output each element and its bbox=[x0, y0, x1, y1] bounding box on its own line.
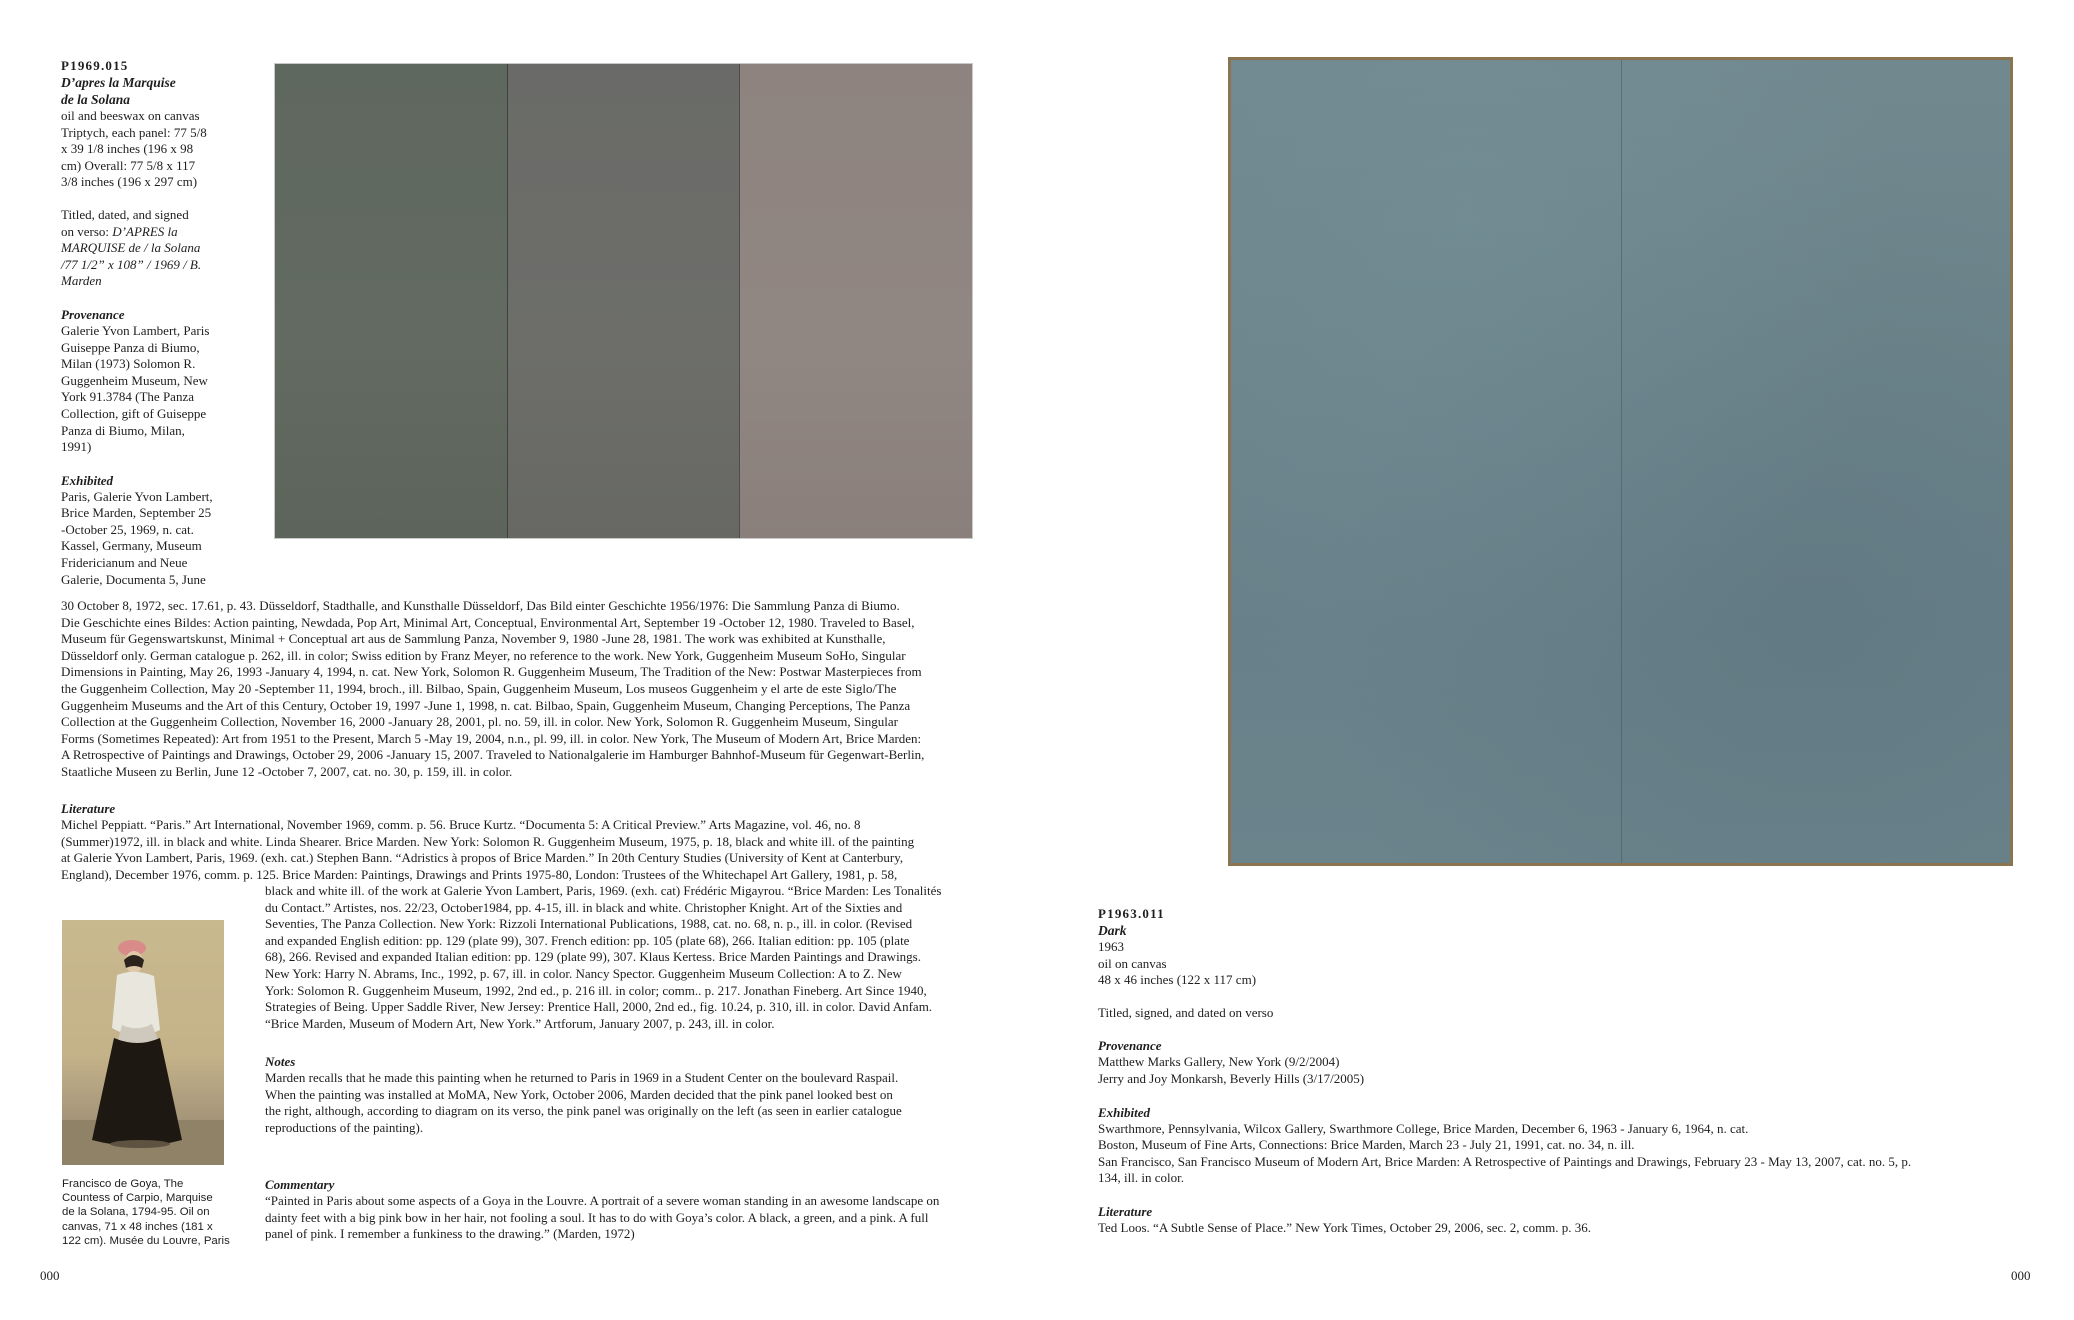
left-page-number: 000 bbox=[40, 1268, 60, 1283]
right-page-number: 000 bbox=[2011, 1268, 2031, 1283]
exhibited-continuation bbox=[61, 598, 981, 781]
exhibited-cont-line: Museum für Gegenswartskunst, Minimal + Conceptual art aus de Sammlung Panza, November 9, 1980 -June 28, 1981. The work was exhibited at Kunsthalle, bbox=[61, 631, 886, 647]
triptych-painting-image bbox=[275, 64, 972, 538]
provenance-line: Guiseppe Panza di Biumo, bbox=[61, 339, 200, 355]
medium-line: x 39 1/8 inches (196 x 98 bbox=[61, 141, 194, 157]
exhibited-cont-line: the Guggenheim Collection, May 20 -September 11, 1994, broch., ill. Bilbao, Spain, Guggenheim Museum, Los museos Guggenheim y el arte de este Siglo/The bbox=[61, 680, 897, 696]
medium-line: cm) Overall: 77 5/8 x 117 bbox=[61, 157, 196, 173]
medium-line: 3/8 inches (196 x 297 cm) bbox=[61, 174, 198, 190]
medium-line: Triptych, each panel: 77 5/8 bbox=[61, 124, 207, 140]
exhibited-line: Swarthmore, Pennsylvania, Wilcox Gallery, Swarthmore College, Brice Marden, December 6, 1963 - January 6, 1964, n. cat. bbox=[1098, 1120, 1749, 1136]
literature-cont-line: 68), 266. Revised and expanded Italian edition: pp. 129 (plate 99), 307. Klaus Kertess. Brice Marden Paintings and Drawings. bbox=[265, 949, 921, 965]
catalog-number: P1969.015 bbox=[61, 58, 129, 73]
literature-cont-line: and expanded English edition: pp. 129 (plate 99), 307. French edition: pp. 105 (plate 68), 266. Italian edition: pp. 105 (plate bbox=[265, 932, 910, 948]
artwork-dimensions: 48 x 46 inches (122 x 117 cm) bbox=[1098, 972, 1257, 988]
literature-line: England), December 1976, comm. p. 125. Brice Marden: Paintings, Drawings and Prints 1975-80, London: Trustees of the Whitechapel Art Gallery, 1981, p. 58, bbox=[61, 866, 898, 882]
exhibited-line: Fridericianum and Neue bbox=[61, 555, 188, 571]
exhibited-cont-line: Collection at the Guggenheim Collection, November 16, 2000 -January 28, 2001, pl. no. 59, ill. in color. New York, Solomon R. Guggenheim Museum, Singular bbox=[61, 714, 898, 730]
literature-heading: Literature bbox=[1098, 1203, 1153, 1219]
provenance-heading: Provenance bbox=[61, 306, 125, 322]
painting-canvas bbox=[1231, 60, 2010, 863]
notes-heading: Notes bbox=[265, 1054, 296, 1069]
inscription-line: Titled, dated, and signed bbox=[61, 206, 189, 222]
exhibited-line: Kassel, Germany, Museum bbox=[61, 538, 202, 554]
inscription: Titled, signed, and dated on verso bbox=[1098, 1004, 1274, 1020]
provenance-line: Guggenheim Museum, New bbox=[61, 372, 208, 388]
artwork-title-line-2: de la Solana bbox=[61, 92, 131, 107]
caption-line: de la Solana, 1794-95. Oil on bbox=[62, 1206, 210, 1219]
exhibited-cont-line: Die Geschichte eines Bildes: Action painting, Newdada, Pop Art, Minimal Art, Conceptual, Environmental Art, September 19 -October 12, 1980. Traveled to Basel, bbox=[61, 614, 915, 630]
artwork-title-line-1: D’apres la Marquise bbox=[61, 75, 176, 90]
literature-cont-line: Strategies of Being. Upper Saddle River, New Jersey: Prentice Hall, 2000, 2nd ed., fig. 10.24, p. 310, ill. in color. David Anfam. bbox=[265, 999, 933, 1015]
inscription-italic-line: /77 1/2” x 108” / 1969 / B. bbox=[61, 256, 202, 272]
inscription-italic-line: Marden bbox=[61, 273, 102, 289]
notes-line: the right, although, according to diagram on its verso, the pink panel was originally on the left (as seen in earlier catalogue bbox=[265, 1103, 902, 1119]
medium-line: oil and beeswax on canvas bbox=[61, 108, 200, 123]
literature-cont-line: New York: Harry N. Abrams, Inc., 1992, p. 67, ill. in color. Nancy Spector. Guggenheim Museum Collection: A to Z. New bbox=[265, 965, 902, 981]
notes-line: Marden recalls that he made this painting when he returned to Paris in 1969 in a Student Center on the boulevard Raspail. bbox=[265, 1070, 899, 1085]
exhibited-line: Paris, Galerie Yvon Lambert, bbox=[61, 488, 213, 504]
literature-line: (Summer)1972, ill. in black and white. Linda Shearer. Brice Marden. New York: Solomon R. Guggenheim Museum, 1975, p. 18, black and white ill. of the painting bbox=[61, 833, 915, 849]
caption-line: canvas, 71 x 48 inches (181 x bbox=[62, 1220, 213, 1233]
literature-section bbox=[61, 800, 981, 883]
green-panel bbox=[275, 64, 508, 538]
exhibited-line: Brice Marden, September 25 bbox=[61, 505, 212, 521]
literature-cont-line: du Contact.” Artistes, nos. 22/23, October1984, pp. 4-15, ill. in black and white. Christopher Knight. Art of the Sixties and bbox=[265, 899, 903, 915]
exhibited-line: Galerie, Documenta 5, June bbox=[61, 571, 206, 587]
exhibited-line: San Francisco, San Francisco Museum of Modern Art, Brice Marden: A Retrospective of Paintings and Drawings, February 23 - May 13, 2007, cat. no. 5, p. bbox=[1098, 1153, 1912, 1169]
provenance-line: Collection, gift of Guiseppe bbox=[61, 405, 207, 421]
exhibited-line: Boston, Museum of Fine Arts, Connections: Brice Marden, March 23 - July 21, 1991, cat. no. 34, n. ill. bbox=[1098, 1137, 1635, 1153]
provenance-heading: Provenance bbox=[1098, 1038, 1162, 1054]
exhibited-cont-line: Düsseldorf only. German catalogue p. 262, ill. in color; Swiss edition by Franz Meyer, no reference to the work. New York, Guggenheim Museum SoHo, Singular bbox=[61, 647, 906, 663]
exhibited-cont-line: A Retrospective of Paintings and Drawings, October 29, 2006 -January 15, 2007. Traveled to Nationalgalerie im Hamburger Bahnhof-Museum für Gegenwart-Berlin, bbox=[61, 747, 925, 763]
pink-panel bbox=[740, 64, 972, 538]
literature-heading: Literature bbox=[61, 801, 116, 816]
exhibited-heading: Exhibited bbox=[1098, 1104, 1151, 1120]
literature-cont-line: York: Solomon R. Guggenheim Museum, 1992, 2nd ed., p. 216 ill. in color; comm.. p. 217. Jonathan Fineberg. Art Since 1940, bbox=[265, 982, 927, 998]
inscription-line: on verso: bbox=[61, 223, 110, 239]
provenance-line: Galerie Yvon Lambert, Paris bbox=[61, 322, 210, 338]
caption-line: Francisco de Goya, The bbox=[62, 1178, 184, 1190]
exhibited-cont-line: Staatliche Museen zu Berlin, June 12 -October 7, 2007, cat. no. 30, p. 159, ill. in color. bbox=[61, 763, 513, 779]
commentary-section bbox=[265, 1176, 981, 1243]
exhibited-line: -October 25, 1969, n. cat. bbox=[61, 521, 194, 537]
gray-panel bbox=[508, 64, 741, 538]
provenance-line: Jerry and Joy Monkarsh, Beverly Hills (3/17/2005) bbox=[1098, 1070, 1365, 1086]
artwork-year: 1963 bbox=[1098, 939, 1124, 954]
painting-seam bbox=[1621, 60, 1622, 863]
goya-portrait-image bbox=[62, 920, 224, 1165]
provenance-line: Panza di Biumo, Milan, bbox=[61, 422, 185, 438]
commentary-line: “Painted in Paris about some aspects of a Goya in the Louvre. A portrait of a severe woman standing in an awesome landscape on bbox=[265, 1193, 940, 1208]
literature-line: Ted Loos. “A Subtle Sense of Place.” New York Times, October 29, 2006, sec. 2, comm. p. 36. bbox=[1098, 1219, 1592, 1235]
caption-line: 122 cm). Musée du Louvre, Paris bbox=[62, 1234, 230, 1247]
artwork-medium: oil on canvas bbox=[1098, 955, 1167, 971]
goya-figure-illustration bbox=[62, 920, 224, 1165]
literature-line: at Galerie Yvon Lambert, Paris, 1969. (exh. cat.) Stephen Bann. “Adristics à propos of Brice Marden.” In 20th Century Studies (University of Kent at Canterbury, bbox=[61, 850, 904, 866]
commentary-heading: Commentary bbox=[265, 1177, 335, 1192]
notes-section bbox=[265, 1053, 981, 1136]
exhibited-cont-line: Forms (Sometimes Repeated): Art from 1951 to the Present, March 5 -May 19, 2004, n.n., pl. 99, ill. in color. New York, The Museum of Modern Art, Brice Marden: bbox=[61, 730, 922, 746]
notes-line: reproductions of the painting). bbox=[265, 1119, 424, 1135]
commentary-line: panel of pink. I remember a funkiness to the drawing.” (Marden, 1972) bbox=[265, 1226, 635, 1242]
right-entry-metadata bbox=[1098, 905, 1978, 1237]
exhibited-cont-line: Guggenheim Museums and the Art of this Century, October 19, 1997 -June 1, 1998, n. cat. Bilbao, Spain, Guggenheim Museum, Changing Perceptions, The Panza bbox=[61, 697, 911, 713]
exhibited-cont-line: Dimensions in Painting, May 26, 1993 -January 4, 1994, n. cat. New York, Solomon R. Guggenheim Museum, The Tradition of the New: Postwar Masterpieces from bbox=[61, 664, 922, 680]
literature-continuation bbox=[265, 883, 981, 1032]
provenance-line: Milan (1973) Solomon R. bbox=[61, 356, 196, 372]
literature-cont-line: black and white ill. of the work at Galerie Yvon Lambert, Paris, 1969. (exh. cat) Frédéric Migayrou. “Brice Marden: Les Tonalités bbox=[265, 883, 942, 898]
caption-line: Countess of Carpio, Marquise bbox=[62, 1192, 213, 1205]
provenance-line: 1991) bbox=[61, 439, 92, 455]
literature-line: Michel Peppiatt. “Paris.” Art International, November 1969, comm. p. 56. Bruce Kurtz. “Documenta 5: A Critical Preview.” Arts Magazine, vol. 46, no. 8 bbox=[61, 817, 861, 832]
provenance-line: York 91.3784 (The Panza bbox=[61, 389, 194, 405]
provenance-line: Matthew Marks Gallery, New York (9/2/2004) bbox=[1098, 1054, 1340, 1070]
left-entry-metadata bbox=[61, 57, 225, 588]
literature-cont-line: Seventies, The Panza Collection. New York: Rizzoli International Publications, 1988, cat. no. 68, n. p., ill. in color. (Revised bbox=[265, 916, 913, 932]
goya-image-caption bbox=[62, 1177, 234, 1248]
exhibited-cont-line: 30 October 8, 1972, sec. 17.61, p. 43. Düsseldorf, Stadthalle, and Kunsthalle Düsseldorf, Das Bild einter Geschichte 1956/1976: Die Sammlung Panza di Biumo. bbox=[61, 598, 900, 613]
notes-line: When the painting was installed at MoMA, New York, October 2006, Marden decided that the pink panel looked best on bbox=[265, 1086, 893, 1102]
literature-cont-line: “Brice Marden, Museum of Modern Art, New York.” Artforum, January 2007, p. 243, ill. in color. bbox=[265, 1015, 775, 1031]
exhibited-line: 134, ill. in color. bbox=[1098, 1170, 1184, 1186]
catalog-number: P1963.011 bbox=[1098, 906, 1165, 921]
inscription-italic-line: D’APRES la bbox=[112, 223, 178, 239]
artwork-title: Dark bbox=[1098, 923, 1127, 938]
exhibited-heading: Exhibited bbox=[61, 472, 114, 488]
inscription-italic-line: MARQUISE de / la Solana bbox=[61, 240, 201, 256]
commentary-line: dainty feet with a big pink bow in her hair, not fooling a soul. It has to do with Goya’s color. A black, a green, and a pink. A full bbox=[265, 1209, 929, 1225]
dark-painting-image bbox=[1228, 57, 2013, 866]
